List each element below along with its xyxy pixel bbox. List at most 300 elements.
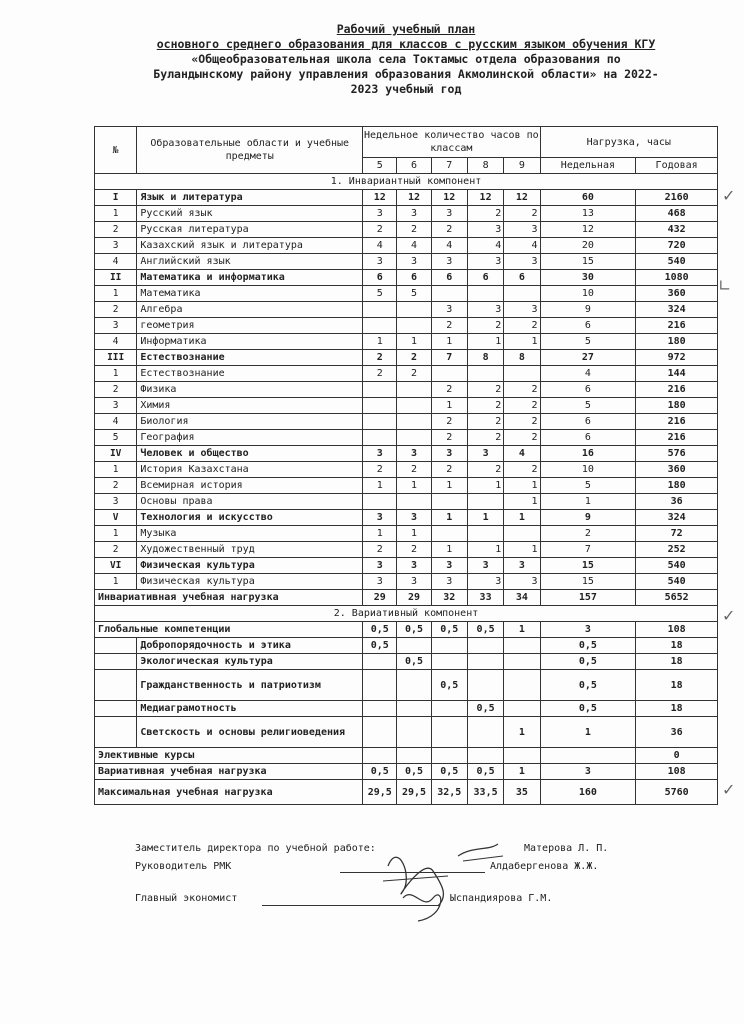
subject-row — [95, 254, 718, 270]
area-row — [95, 350, 718, 366]
grade-hours: 3 — [363, 446, 397, 462]
global-competencies-row — [95, 622, 718, 638]
subject-name: Художественный труд — [137, 542, 363, 558]
row-number: V — [95, 510, 137, 526]
cell — [431, 748, 467, 764]
row-number: 3 — [95, 494, 137, 510]
cell: 1 — [504, 764, 540, 780]
row-number: 2 — [95, 222, 137, 238]
grade-hours: 2 — [504, 382, 540, 398]
weekly-hours: 9 — [540, 510, 636, 526]
cell: 3 — [540, 622, 636, 638]
cell: 108 — [636, 622, 718, 638]
weekly-hours: 0,5 — [540, 670, 636, 701]
subject-name: Естествознание — [137, 350, 363, 366]
yearly-hours: 468 — [636, 206, 718, 222]
cell — [540, 748, 636, 764]
grade-hours: 4 — [467, 238, 503, 254]
grade-hours: 3 — [431, 574, 467, 590]
subject-row — [95, 222, 718, 238]
max-total-row — [95, 780, 718, 805]
weekly-hours: 0,5 — [540, 701, 636, 717]
grade-hours: 6 — [363, 270, 397, 286]
grade-hours: 2 — [504, 398, 540, 414]
indent-cell — [95, 670, 137, 701]
grade-hours: 1 — [504, 494, 540, 510]
yearly-hours: 180 — [636, 398, 718, 414]
yearly-hours: 18 — [636, 654, 718, 670]
grade-hours — [431, 526, 467, 542]
section-variative-title: 2. Вариативный компонент — [95, 606, 718, 622]
subject-row — [95, 574, 718, 590]
grade-hours: 3 — [504, 254, 540, 270]
cell: 35 — [504, 780, 540, 805]
grade-hours — [363, 318, 397, 334]
row-number: 3 — [95, 398, 137, 414]
grade-hours — [431, 286, 467, 302]
grade-hours: 1 — [504, 510, 540, 526]
grade-hours: 2 — [431, 318, 467, 334]
weekly-hours: 1 — [540, 494, 636, 510]
cell: 0,5 — [467, 622, 503, 638]
cell: 0,5 — [431, 764, 467, 780]
cell: 5652 — [636, 590, 718, 606]
grade-hours: 3 — [504, 302, 540, 318]
row-number: 4 — [95, 334, 137, 350]
weekly-col-header: Недельная — [540, 158, 636, 174]
grade-hours — [504, 638, 540, 654]
check-mark-icon: ✓ — [722, 606, 736, 625]
grade-hours: 2 — [431, 462, 467, 478]
grade-hours — [431, 701, 467, 717]
grade-hours: 12 — [363, 190, 397, 206]
grade-hours: 1 — [467, 510, 503, 526]
grade-hours: 1 — [467, 542, 503, 558]
yearly-hours: 972 — [636, 350, 718, 366]
grade-hours: 1 — [431, 542, 467, 558]
grade-hours — [397, 318, 431, 334]
grade-hours — [397, 494, 431, 510]
grade-hours — [397, 701, 431, 717]
weekly-hours: 10 — [540, 286, 636, 302]
grade-hours: 2 — [397, 462, 431, 478]
grade-hours — [467, 654, 503, 670]
grade-hours: 3 — [363, 510, 397, 526]
grade-hours — [363, 430, 397, 446]
subject-row — [95, 494, 718, 510]
grade-9: 9 — [504, 158, 540, 174]
grade-7: 7 — [431, 158, 467, 174]
yearly-hours: 18 — [636, 670, 718, 701]
yearly-hours: 180 — [636, 478, 718, 494]
subject-row — [95, 430, 718, 446]
subject-name: Физическая культура — [137, 574, 363, 590]
title-line-1: Рабочий учебный план — [336, 22, 476, 36]
grade-hours: 1 — [363, 334, 397, 350]
weekly-hours: 6 — [540, 382, 636, 398]
indent-cell — [95, 717, 137, 748]
grade-hours — [363, 670, 397, 701]
subject-name: Медиаграмотность — [137, 701, 363, 717]
grade-hours: 6 — [467, 270, 503, 286]
yearly-hours: 216 — [636, 382, 718, 398]
grade-hours — [363, 382, 397, 398]
grade-hours: 3 — [363, 254, 397, 270]
yearly-hours: 576 — [636, 446, 718, 462]
cell: 29,5 — [397, 780, 431, 805]
weekly-hours: 6 — [540, 414, 636, 430]
grade-hours: 1 — [363, 526, 397, 542]
cell: 160 — [540, 780, 636, 805]
indent-cell — [95, 654, 137, 670]
weekly-hours: 60 — [540, 190, 636, 206]
grade-hours: 2 — [467, 398, 503, 414]
variative-subject-row — [95, 701, 718, 717]
grade-hours: 1 — [504, 717, 540, 748]
subject-name: Математика и информатика — [137, 270, 363, 286]
weekly-hours: 6 — [540, 318, 636, 334]
area-row — [95, 270, 718, 286]
max-total-label: Максимальная учебная нагрузка — [95, 780, 363, 805]
row-number: 2 — [95, 382, 137, 398]
grade-hours: 3 — [397, 558, 431, 574]
grade-hours: 5 — [397, 286, 431, 302]
row-number: 1 — [95, 526, 137, 542]
row-number: 1 — [95, 206, 137, 222]
grade-hours: 2 — [504, 430, 540, 446]
yearly-hours: 216 — [636, 318, 718, 334]
row-number: 1 — [95, 574, 137, 590]
subject-name: Математика — [137, 286, 363, 302]
indent-cell — [95, 701, 137, 717]
grade-hours — [363, 414, 397, 430]
weekly-hours: 9 — [540, 302, 636, 318]
grade-hours: 12 — [467, 190, 503, 206]
yearly-hours: 36 — [636, 494, 718, 510]
section-invariant-title: 1. Инвариантный компонент — [95, 174, 718, 190]
row-number: 2 — [95, 542, 137, 558]
subject-row — [95, 286, 718, 302]
weekly-hours: 15 — [540, 574, 636, 590]
weekly-hours: 16 — [540, 446, 636, 462]
grade-5: 5 — [363, 158, 397, 174]
elective-row — [95, 748, 718, 764]
grade-hours: 1 — [504, 542, 540, 558]
grade-hours: 6 — [431, 270, 467, 286]
grade-hours: 4 — [504, 238, 540, 254]
variative-subject-row — [95, 654, 718, 670]
grade-hours: 3 — [363, 206, 397, 222]
yearly-hours: 18 — [636, 701, 718, 717]
subject-name: География — [137, 430, 363, 446]
weekly-hours: 1 — [540, 717, 636, 748]
cell — [504, 748, 540, 764]
subject-name: Основы права — [137, 494, 363, 510]
grade-hours — [397, 638, 431, 654]
subject-row — [95, 542, 718, 558]
invariant-total-label: Инвариативная учебная нагрузка — [95, 590, 363, 606]
weekly-hours: 20 — [540, 238, 636, 254]
grade-hours: 12 — [397, 190, 431, 206]
subject-row — [95, 398, 718, 414]
subject-name: История Казахстана — [137, 462, 363, 478]
grade-hours: 3 — [431, 302, 467, 318]
grade-hours: 3 — [431, 254, 467, 270]
grade-hours — [363, 654, 397, 670]
grade-hours — [467, 526, 503, 542]
subject-name: Музыка — [137, 526, 363, 542]
subject-name: Всемирная история — [137, 478, 363, 494]
check-mark-icon: ✓ — [722, 780, 736, 799]
weekly-hours: 27 — [540, 350, 636, 366]
cell: 0,5 — [397, 764, 431, 780]
row-number: II — [95, 270, 137, 286]
grade-hours: 2 — [397, 366, 431, 382]
row-number: 4 — [95, 414, 137, 430]
check-mark-icon: ∟ — [718, 276, 732, 295]
grade-hours: 2 — [397, 542, 431, 558]
yearly-hours: 360 — [636, 462, 718, 478]
economist-name: Ыспандиярова Г.М. — [450, 893, 553, 904]
area-row — [95, 558, 718, 574]
grade-hours — [431, 654, 467, 670]
subject-name: Физическая культура — [137, 558, 363, 574]
grade-hours: 2 — [504, 318, 540, 334]
grade-hours: 3 — [504, 222, 540, 238]
grade-hours: 3 — [467, 222, 503, 238]
global-competencies-label: Глобальные компетенции — [95, 622, 363, 638]
weekly-hours: 15 — [540, 254, 636, 270]
yearly-hours: 252 — [636, 542, 718, 558]
weekly-hours: 5 — [540, 478, 636, 494]
grade-hours — [467, 286, 503, 302]
yearly-hours: 180 — [636, 334, 718, 350]
grade-hours: 4 — [397, 238, 431, 254]
subject-row — [95, 366, 718, 382]
yearly-hours: 18 — [636, 638, 718, 654]
yearly-hours: 216 — [636, 430, 718, 446]
grade-hours: 5 — [363, 286, 397, 302]
section-variative — [95, 606, 718, 622]
row-number: 1 — [95, 366, 137, 382]
grade-hours: 2 — [363, 462, 397, 478]
weekly-hours: 4 — [540, 366, 636, 382]
subject-name: Физика — [137, 382, 363, 398]
yearly-hours: 36 — [636, 717, 718, 748]
row-number: 4 — [95, 254, 137, 270]
grade-hours: 2 — [504, 206, 540, 222]
grade-hours: 1 — [397, 478, 431, 494]
subject-row — [95, 526, 718, 542]
grade-hours — [363, 398, 397, 414]
grade-hours — [397, 670, 431, 701]
deputy-name: Матерова Л. П. — [524, 843, 609, 854]
grade-hours: 1 — [504, 478, 540, 494]
grade-hours — [363, 302, 397, 318]
grade-hours: 3 — [467, 558, 503, 574]
row-number: 3 — [95, 318, 137, 334]
row-number: 3 — [95, 238, 137, 254]
cell: 5760 — [636, 780, 718, 805]
yearly-hours: 540 — [636, 574, 718, 590]
subject-name: Добропорядочность и этика — [137, 638, 363, 654]
grade-hours — [363, 717, 397, 748]
grade-hours: 2 — [363, 366, 397, 382]
subject-name: Экологическая культура — [137, 654, 363, 670]
load-header: Нагрузка, часы — [540, 127, 717, 158]
weekly-hours: 15 — [540, 558, 636, 574]
subject-row — [95, 238, 718, 254]
grade-hours: 3 — [397, 574, 431, 590]
subject-row — [95, 478, 718, 494]
grade-hours: 3 — [431, 206, 467, 222]
curriculum-table — [94, 126, 718, 805]
subject-name: Русская литература — [137, 222, 363, 238]
cell: 0,5 — [467, 764, 503, 780]
cell: 32 — [431, 590, 467, 606]
grade-hours: 3 — [431, 446, 467, 462]
grade-hours — [504, 366, 540, 382]
cell — [363, 748, 397, 764]
title-line-4: Буландынскому району управления образования Акмолинской области» на 2022- — [153, 67, 659, 81]
row-number: I — [95, 190, 137, 206]
cell: 0,5 — [363, 764, 397, 780]
grade-hours — [397, 302, 431, 318]
grade-hours: 2 — [431, 382, 467, 398]
economist-signature-label: Главный экономист — [135, 893, 238, 904]
grade-hours: 8 — [504, 350, 540, 366]
grade-hours — [467, 366, 503, 382]
subject-name: Человек и общество — [137, 446, 363, 462]
grade-hours — [504, 670, 540, 701]
yearly-hours: 324 — [636, 302, 718, 318]
yearly-hours: 324 — [636, 510, 718, 526]
grade-hours: 2 — [363, 542, 397, 558]
grade-hours: 6 — [504, 270, 540, 286]
grade-hours: 3 — [363, 574, 397, 590]
grade-hours: 4 — [363, 238, 397, 254]
indent-cell — [95, 638, 137, 654]
row-number: III — [95, 350, 137, 366]
grade-hours: 2 — [431, 414, 467, 430]
grade-hours: 4 — [504, 446, 540, 462]
grade-hours: 3 — [467, 574, 503, 590]
grade-hours: 0,5 — [363, 638, 397, 654]
grade-hours: 2 — [397, 222, 431, 238]
grade-hours: 1 — [467, 334, 503, 350]
cell: 34 — [504, 590, 540, 606]
grade-hours: 12 — [504, 190, 540, 206]
subject-name: геометрия — [137, 318, 363, 334]
grade-hours: 8 — [467, 350, 503, 366]
yearly-hours: 144 — [636, 366, 718, 382]
grade-hours: 4 — [431, 238, 467, 254]
grade-hours: 1 — [431, 478, 467, 494]
subject-name: Технология и искусство — [137, 510, 363, 526]
grade-hours — [431, 717, 467, 748]
subject-name: Казахский язык и литература — [137, 238, 363, 254]
grade-hours — [504, 286, 540, 302]
grade-hours: 3 — [431, 558, 467, 574]
yearly-hours: 216 — [636, 414, 718, 430]
row-number: VI — [95, 558, 137, 574]
grade-hours: 3 — [504, 558, 540, 574]
subject-name: Гражданственность и патриотизм — [137, 670, 363, 701]
yearly-hours: 540 — [636, 254, 718, 270]
handwritten-signatures — [378, 836, 518, 926]
header-row — [95, 127, 718, 158]
cell: 0,5 — [431, 622, 467, 638]
deputy-signature-label: Заместитель директора по учебной работе: — [135, 843, 376, 854]
cell: 29,5 — [363, 780, 397, 805]
row-number: 2 — [95, 302, 137, 318]
weekly-hours: 2 — [540, 526, 636, 542]
cell: 29 — [363, 590, 397, 606]
grade-hours: 3 — [397, 254, 431, 270]
grade-hours: 3 — [397, 510, 431, 526]
weekly-hours: 12 — [540, 222, 636, 238]
variative-total-row — [95, 764, 718, 780]
variative-subject-row — [95, 717, 718, 748]
grade-hours: 1 — [431, 398, 467, 414]
weekly-hours: 10 — [540, 462, 636, 478]
grade-hours: 3 — [504, 574, 540, 590]
grade-hours: 12 — [431, 190, 467, 206]
grade-hours — [397, 382, 431, 398]
weekly-header: Недельное количество часов по классам — [363, 127, 540, 158]
cell: 0,5 — [363, 622, 397, 638]
grade-hours: 3 — [363, 558, 397, 574]
subject-name: Английский язык — [137, 254, 363, 270]
subject-row — [95, 302, 718, 318]
grade-hours — [431, 638, 467, 654]
grade-hours — [467, 638, 503, 654]
grade-hours: 2 — [431, 222, 467, 238]
cell: 0,5 — [397, 622, 431, 638]
grade-hours — [504, 701, 540, 717]
grade-hours: 6 — [397, 270, 431, 286]
grade-hours: 1 — [397, 334, 431, 350]
check-mark-icon: ✓ — [722, 186, 736, 205]
grade-hours — [467, 494, 503, 510]
grade-hours — [363, 494, 397, 510]
subject-name: Русский язык — [137, 206, 363, 222]
area-row — [95, 446, 718, 462]
grade-hours — [467, 717, 503, 748]
yearly-hours: 2160 — [636, 190, 718, 206]
subject-name: Биология — [137, 414, 363, 430]
variative-total-label: Вариативная учебная нагрузка — [95, 764, 363, 780]
document-title — [96, 22, 716, 97]
cell — [467, 748, 503, 764]
grade-hours — [431, 366, 467, 382]
weekly-hours: 13 — [540, 206, 636, 222]
yearly-hours: 432 — [636, 222, 718, 238]
yearly-hours: 360 — [636, 286, 718, 302]
invariant-total-row — [95, 590, 718, 606]
subject-row — [95, 206, 718, 222]
yearly-col-header: Годовая — [636, 158, 718, 174]
grade-8: 8 — [467, 158, 503, 174]
grade-hours: 2 — [504, 462, 540, 478]
rmk-name: Алдабергенова Ж.Ж. — [490, 861, 599, 872]
cell: 32,5 — [431, 780, 467, 805]
weekly-hours: 30 — [540, 270, 636, 286]
grade-hours: 2 — [467, 414, 503, 430]
grade-hours: 1 — [431, 510, 467, 526]
grade-hours: 2 — [397, 350, 431, 366]
grade-hours: 3 — [467, 446, 503, 462]
